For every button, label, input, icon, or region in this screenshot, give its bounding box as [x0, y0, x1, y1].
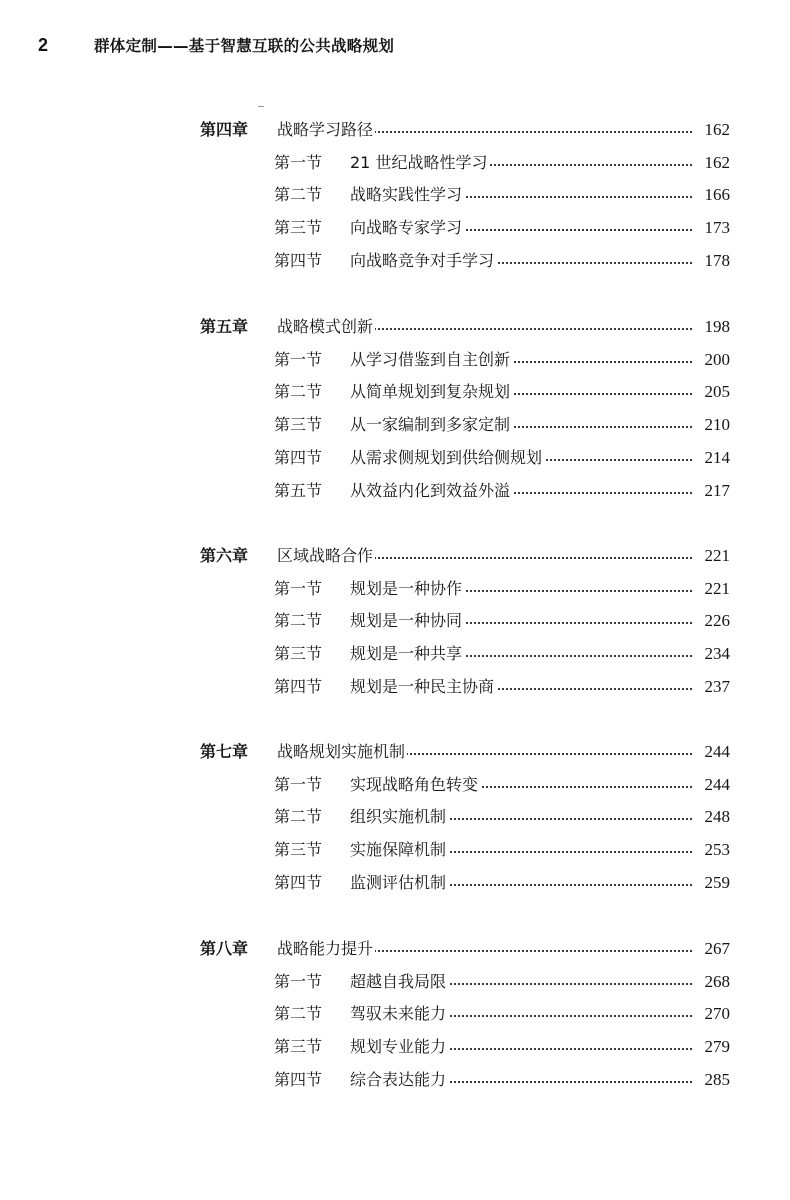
section-entry-number: 第四节 [274, 251, 323, 270]
section-entry-title: 向战略专家学习 [350, 218, 463, 237]
section-entry-page: 279 [702, 1036, 731, 1058]
section-entry-page: 200 [702, 349, 731, 371]
section-entry-page: 268 [702, 971, 731, 993]
section-entry-page: 244 [702, 774, 731, 796]
section-entry-number: 第四节 [274, 677, 323, 696]
section-entry [274, 344, 730, 376]
section-entry-title: 组织实施机制 [350, 807, 447, 826]
section-entry-title: 超越自我局限 [350, 972, 447, 991]
section-entry [274, 671, 730, 703]
section-entry [274, 212, 730, 244]
section-entry [274, 801, 730, 833]
section-entry-number: 第四节 [274, 873, 323, 892]
section-entry [274, 179, 730, 211]
section-entry-page: 259 [702, 872, 731, 894]
chapter-entry-title: 战略模式创新 [277, 317, 374, 336]
section-entry-page: 210 [702, 414, 731, 436]
section-entry-page: 178 [702, 250, 731, 272]
section-entry-title: 21 世纪战略性学习 [350, 153, 488, 172]
chapter-entry [200, 736, 730, 768]
chapter-entry [200, 540, 730, 572]
section-entry-title: 战略实践性学习 [350, 185, 463, 204]
section-entry-number: 第四节 [274, 1070, 323, 1089]
section-entry-title: 规划是一种协作 [350, 579, 463, 598]
section-entry-page: 234 [702, 643, 731, 665]
section-entry-number: 第一节 [274, 153, 323, 172]
section-entry-title: 实施保障机制 [350, 840, 447, 859]
section-entry [274, 147, 730, 179]
section-entry-number: 第一节 [274, 972, 323, 991]
section-entry [274, 638, 730, 670]
chapter-entry-title: 战略规划实施机制 [277, 742, 406, 761]
section-entry [274, 475, 730, 507]
chapter-entry-page: 244 [702, 741, 731, 763]
section-entry-title: 从学习借鉴到自主创新 [350, 350, 511, 369]
section-entry [274, 442, 730, 474]
chapter-entry [200, 114, 730, 146]
section-entry [274, 573, 730, 605]
chapter-entry [200, 311, 730, 343]
section-entry [274, 834, 730, 866]
section-entry-page: 221 [702, 578, 731, 600]
section-entry-title: 规划是一种协同 [350, 611, 463, 630]
chapter-entry-page: 267 [702, 938, 731, 960]
section-entry [274, 376, 730, 408]
chapter-entry-number: 第八章 [200, 939, 249, 958]
section-entry-title: 从一家编制到多家定制 [350, 415, 511, 434]
chapter-entry-page: 162 [702, 119, 731, 141]
section-entry [274, 998, 730, 1030]
section-entry-number: 第二节 [274, 807, 323, 826]
page-number: 2 [38, 35, 49, 55]
section-entry-number: 第二节 [274, 185, 323, 204]
section-entry [274, 966, 730, 998]
section-entry-title: 从效益内化到效益外溢 [350, 481, 511, 500]
section-entry-number: 第二节 [274, 1004, 323, 1023]
chapter-entry-number: 第六章 [200, 546, 249, 565]
section-entry-page: 226 [702, 610, 731, 632]
chapter-entry-title: 战略学习路径 [277, 120, 374, 139]
section-entry-title: 向战略竞争对手学习 [350, 251, 495, 270]
section-entry-page: 270 [702, 1003, 731, 1025]
section-entry-title: 规划是一种民主协商 [350, 677, 495, 696]
section-entry-page: 217 [702, 480, 731, 502]
section-entry [274, 605, 730, 637]
section-entry-number: 第三节 [274, 218, 323, 237]
section-entry-number: 第一节 [274, 350, 323, 369]
section-entry [274, 409, 730, 441]
section-entry-page: 237 [702, 676, 731, 698]
section-entry-title: 从简单规划到复杂规划 [350, 382, 511, 401]
section-entry-number: 第三节 [274, 1037, 323, 1056]
chapter-entry-number: 第五章 [200, 317, 249, 336]
section-entry-page: 205 [702, 381, 731, 403]
chapter-entry-title: 区域战略合作 [277, 546, 374, 565]
section-entry-title: 实现战略角色转变 [350, 775, 479, 794]
section-entry-title: 规划是一种共享 [350, 644, 463, 663]
section-entry-number: 第五节 [274, 481, 323, 500]
section-entry-number: 第一节 [274, 579, 323, 598]
section-entry-page: 253 [702, 839, 731, 861]
chapter-entry-page: 198 [702, 316, 731, 338]
section-entry-page: 285 [702, 1069, 731, 1091]
section-entry-number: 第三节 [274, 840, 323, 859]
section-entry-page: 173 [702, 217, 731, 239]
section-entry [274, 1064, 730, 1096]
section-entry-page: 248 [702, 806, 731, 828]
section-entry-number: 第二节 [274, 382, 323, 401]
section-entry-number: 第二节 [274, 611, 323, 630]
section-entry-page: 214 [702, 447, 731, 469]
section-entry-number: 第一节 [274, 775, 323, 794]
section-entry-title: 监测评估机制 [350, 873, 447, 892]
chapter-entry-page: 221 [702, 545, 731, 567]
section-entry-title: 综合表达能力 [350, 1070, 447, 1089]
section-entry-page: 166 [702, 184, 731, 206]
section-entry [274, 769, 730, 801]
section-entry-number: 第三节 [274, 415, 323, 434]
section-entry [274, 1031, 730, 1063]
chapter-entry-number: 第四章 [200, 120, 249, 139]
section-entry-title: 从需求侧规划到供给侧规划 [350, 448, 543, 467]
chapter-entry-number: 第七章 [200, 742, 249, 761]
section-entry-number: 第三节 [274, 644, 323, 663]
book-title: 群体定制——基于智慧互联的公共战略规划 [94, 37, 395, 55]
section-entry-page: 162 [702, 152, 731, 174]
section-entry-number: 第四节 [274, 448, 323, 467]
chapter-entry-title: 战略能力提升 [277, 939, 374, 958]
chapter-entry [200, 933, 730, 965]
section-entry-title: 规划专业能力 [350, 1037, 447, 1056]
section-entry [274, 245, 730, 277]
section-entry [274, 867, 730, 899]
section-entry-title: 驾驭未来能力 [350, 1004, 447, 1023]
